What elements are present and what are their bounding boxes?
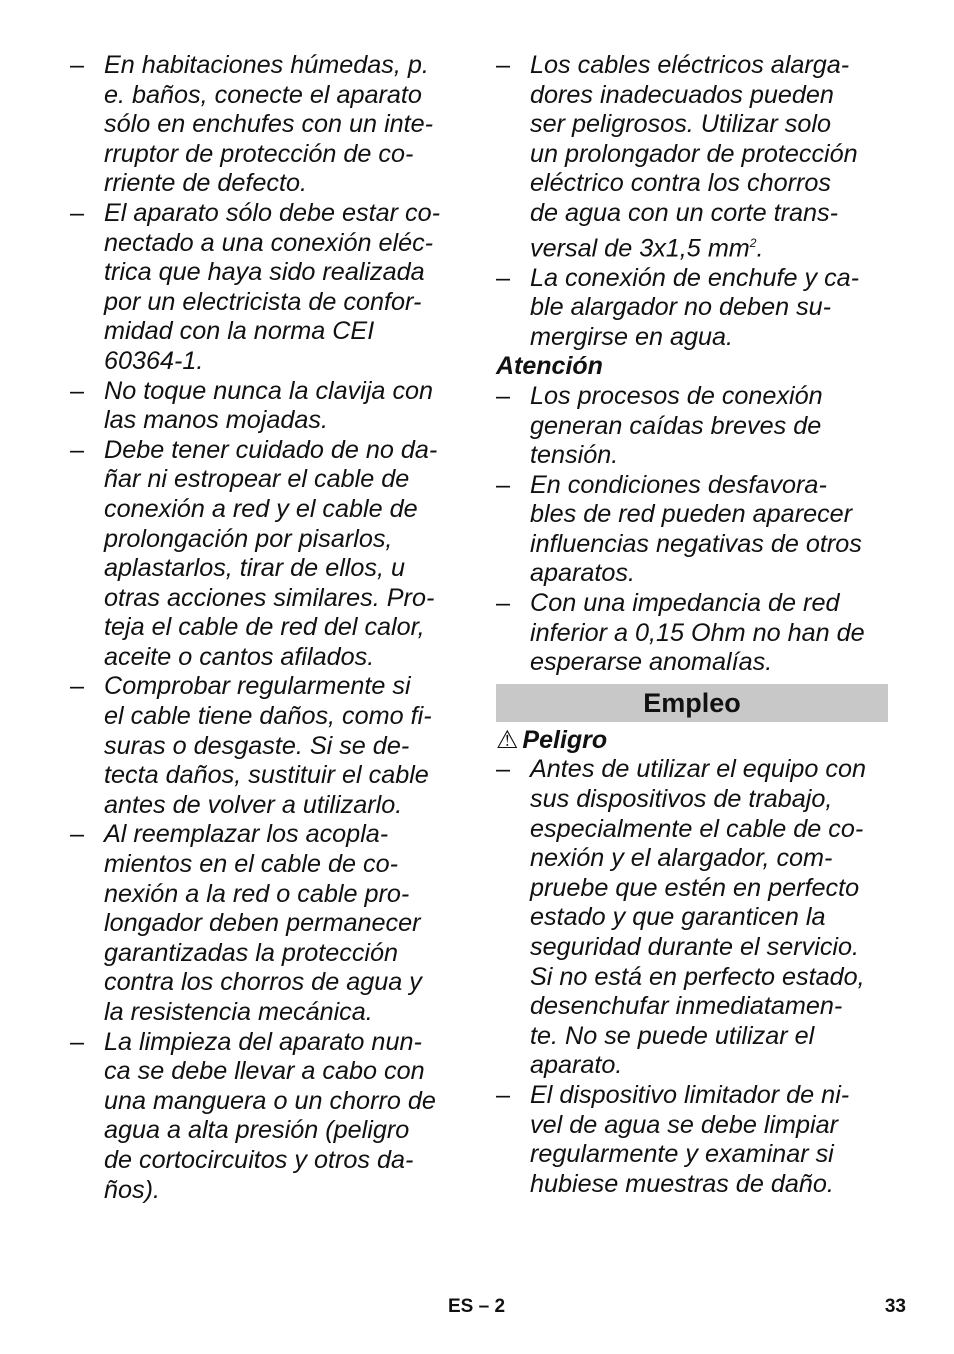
- list-item: – Al reemplazar los acopla- mientos en el cable de co- nexión a la red o cable pro- longador deben permanecer garantizadas la protección contra los chorros de agua y la resistencia mecánica.: [70, 820, 470, 1027]
- left-bullet-list: [70, 51, 470, 1205]
- left-column: [70, 51, 470, 1205]
- list-item: – En condiciones desfavora- bles de red pueden aparecer influencias negativas de otros aparatos.: [496, 471, 888, 589]
- danger-heading-label: Peligro: [522, 725, 608, 754]
- attention-bullet-list: [496, 382, 888, 678]
- list-item: – Comprobar regularmente si el cable tiene daños, como fi- suras o desgaste. Si se de- tecta daños, sustituir el cable antes de volver a utilizarlo.: [70, 672, 470, 820]
- right-column: [496, 51, 888, 1199]
- list-item: – Los procesos de conexión generan caídas breves de tensión.: [496, 382, 888, 471]
- list-item: – Debe tener cuidado de no da- ñar ni estropear el cable de conexión a red y el cable de prolongación por pisarlos, aplastarlos, tirar de ellos, u otras acciones similares. Pro- teja el cable de red del calor, aceite o cantos afilados.: [70, 436, 470, 673]
- section-title-empleo: Empleo: [496, 684, 888, 722]
- list-item: – No toque nunca la clavija con las manos mojadas.: [70, 377, 470, 436]
- superscript: 2: [749, 235, 757, 250]
- footer-language-page: ES – 2: [448, 1296, 506, 1317]
- list-item: – La conexión de enchufe y ca- ble alargador no deben su- mergirse en agua.: [496, 264, 888, 353]
- attention-heading: Atención: [496, 352, 603, 381]
- danger-heading: [496, 726, 888, 756]
- list-item: – La limpieza del aparato nun- ca se debe llevar a cabo con una manguera o un chorro de agua a alta presión (peligro de cortocircuitos y otros da- ños).: [70, 1028, 470, 1206]
- footer-page-number: 33: [884, 1296, 906, 1317]
- list-item: – Los cables eléctricos alarga- dores inadecuados pueden ser peligrosos. Utilizar solo un prolongador de protección eléctrico contra los chorros de agua con un corte trans- versal de 3x1,5 $mm^2$.: [496, 51, 888, 264]
- list-item: – En habitaciones húmedas, p. e. baños, conecte el aparato sólo en enchufes con un inte- rruptor de protección de co- rriente de defecto.: [70, 51, 470, 199]
- list-item: – Antes de utilizar el equipo con sus dispositivos de trabajo, especialmente el cable de co- nexión y el alargador, com- pruebe que estén en perfecto estado y que garanticen la seguridad durante el servicio. Si no está en perfecto estado, desenchufar inmediatamen- te. No se puede utilizar el aparato.: [496, 755, 888, 1081]
- list-item: – El aparato sólo debe estar co- nectado a una conexión eléc- trica que haya sido realizada por un electricista de confor- midad con la norma CEI 60364-1.: [70, 199, 470, 377]
- cable-bullet-list: [496, 51, 888, 352]
- list-item: – Con una impedancia de red inferior a 0,15 Ohm no han de esperarse anomalías.: [496, 589, 888, 678]
- warning-triangle-icon: ⚠: [496, 725, 519, 754]
- list-item: – El dispositivo limitador de ni- vel de agua se debe limpiar regularmente y examinar si hubiese muestras de daño.: [496, 1081, 888, 1199]
- danger-bullet-list: [496, 755, 888, 1199]
